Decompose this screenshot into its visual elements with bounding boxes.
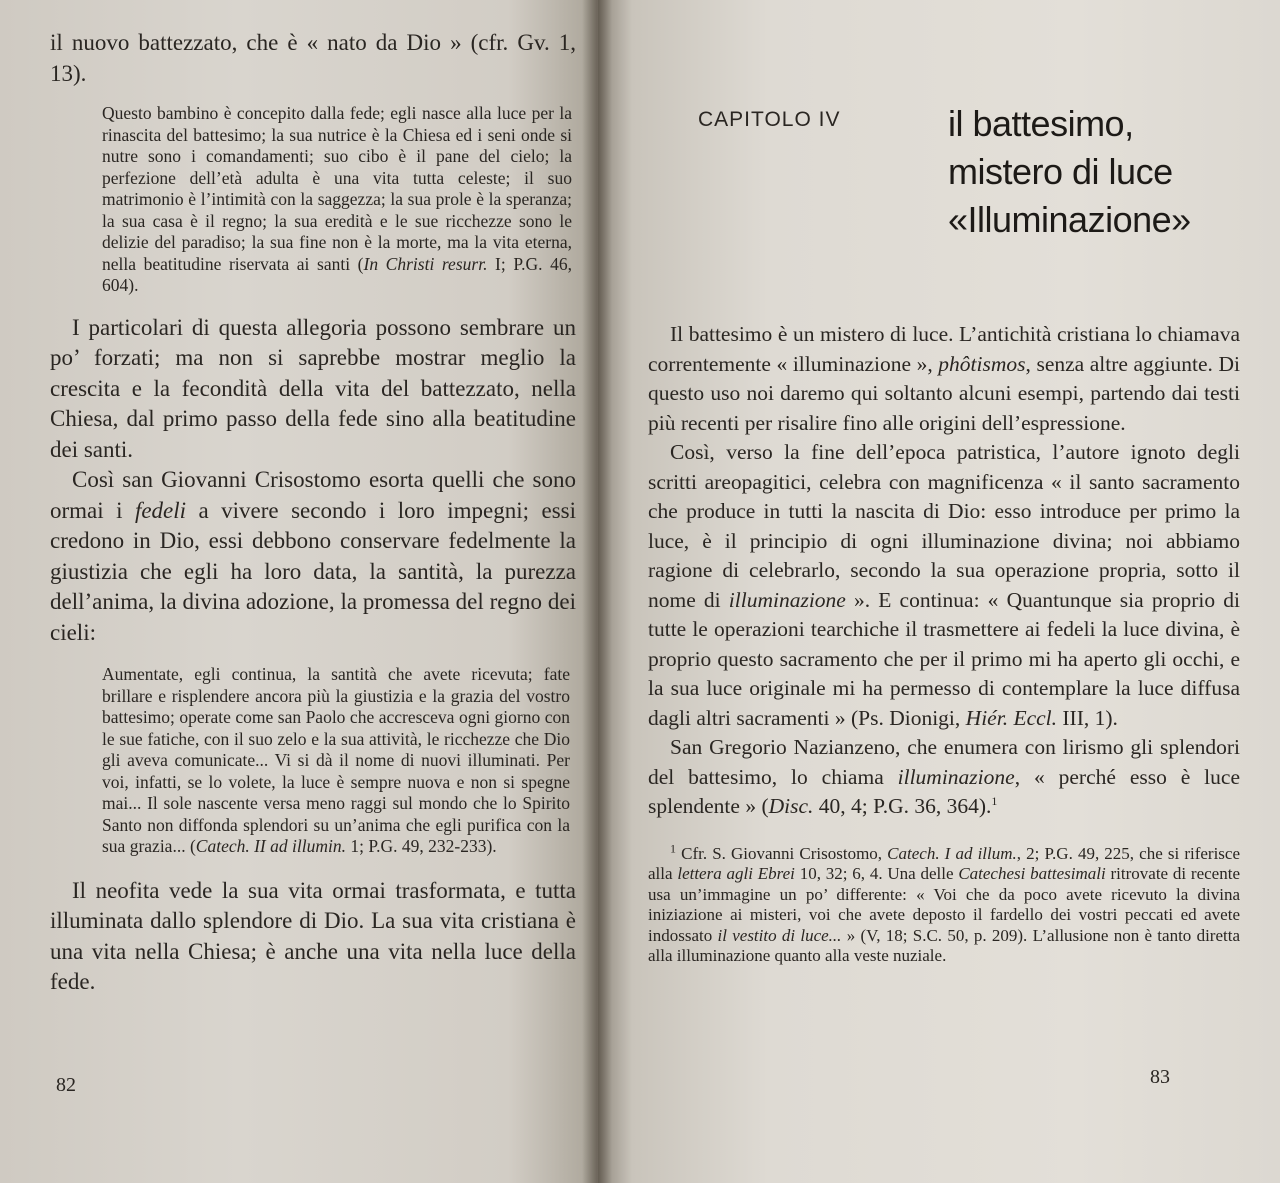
fn-text-a: Cfr. S. Giovanni Crisostomo, [676,843,888,863]
right-paragraph-1 [646,320,1240,438]
left-paragraph-3: Il neofita vede la sua vita ormai trasformata, e tutta illuminata dallo splendore di Dio. La sua vita cristiana è una vita nella Chiesa; è anche una vita nella luce della fede. [50,877,576,994]
chapter-title-line-3: «Illuminazione» [948,199,1191,240]
p1-text-b: , senza altre aggiunte. Di questo uso noi daremo qui soltanto alcuni esempi, partendo dai testi più recenti per risalire fino alle origini dell’espressione. [648,351,1240,435]
left-quote-2 [102,664,570,858]
footnote-reference: 1 [991,793,998,808]
p2-text-a: Così, verso la fine dell’epoca patristica, l’autore ignoto degli scritti areopagitici, celebra con magnificenza « il santo sacramento che produce in tutti la nascita di Dio: esso introduce per primo la luce, è il principio di ogni illuminazione divina; noi abbiamo ragione di celebrarlo, secondo la sua operazione propria, sotto il nome di [648,440,1240,612]
p3-italic: illuminazione [897,764,1015,789]
chapter-heading [646,0,1240,300]
p1-italic: phôtismos [938,351,1026,376]
left-top-line: il nuovo battezzato, che è « nato da Dio » (cfr. Gv. 1, 13). [50,30,576,86]
fn-text-d: ritrovate di recente usa un’immagine un po’ differente: « Voi che da poco avete ricevuto la divina iniziazione ai misteri, voi che avete deposto il fardello dei vostri peccati ed avete indossato [648,864,1240,945]
right-paragraph-2 [646,438,1240,733]
fn-text-c: 10, 32; 6, 4. Una delle [794,864,959,883]
quote-2-text: Aumentate, egli continua, la santità che avete ricevuta; fate brillare e risplendere ancora più la giustizia e la grazia del vostro battesimo; operate come san Paolo che accresceva ogni giorno con le sue fatiche, con il suo zelo e la sua attività, le ricchezze che Dio gli aveva comunicate... Vi si dà il nome di nuovi illuminati. Per voi, infatti, se lo volete, la luce è sempre nuova e non si spegne mai... Il sole nascente versa meno raggi sul mondo che lo Spirito Santo non diffonda splendori su un’anima che egli purifica con la sua grazia... ( [102,664,570,856]
left-quote-1 [102,103,572,297]
right-page [598,0,1280,1183]
page-number-left: 82 [56,1074,76,1096]
para-2-text-a: Così san Giovanni Crisostomo esorta quelli che sono ormai i [50,467,576,523]
p2-italic: illuminazione [728,587,846,612]
left-page [0,0,598,1183]
para-2-italic: fedeli [134,497,187,523]
p1-text-a: Il battesimo è un mistero di luce. L’antichità cristiana lo chiamava correntemente « illuminazione », [648,322,1240,376]
quote-2-citation-rest: 1; P.G. 49, 232-233). [345,836,497,856]
quote-2-citation: Catech. II ad illumin. [195,836,346,856]
book-spine-shadow [582,0,612,1183]
fn-italic-3: Catechesi battesimali [958,864,1106,883]
quote-1-text: Questo bambino è concepito dalla fede; egli nasce alla luce per la rinascita del battesimo; la sua nutrice è la Chiesa ed i seni onde si nutre sono i comandamenti; suo cibo è il pane del cielo; la perfezione dell’età adulta è una vita tutta celeste; il suo matrimonio è l’intimità con la saggezza; la sua prole è la speranza; la sua casa è il regno; la sua eredità e le sue ricchezze sono le delizie del paradiso; la sua fine non è la morte, ma la vita eterna, nella beatitudine riservata ai santi ( [102,103,572,274]
p3-text-a: San Gregorio Nazianzeno, che enumera con lirismo gli splendori del battesimo, lo chiama [648,735,1240,789]
p3-citation: Disc. [768,794,814,818]
p3-citation-rest: 40, 4; P.G. 36, 364). [813,794,992,818]
fn-italic-2: lettera agli Ebrei [677,864,795,883]
quote-1-citation-rest: I; P.G. 46, 604). [102,253,572,295]
chapter-title-line-2: mistero di luce [948,151,1173,192]
right-paragraph-3 [646,733,1240,822]
fn-italic-1: Catech. I ad illum. [887,843,1017,863]
chapter-label: CAPITOLO IV [698,108,841,131]
left-paragraph-1: I particolari di questa allegoria possono sembrare un po’ forzati; ma non si saprebbe mostrar meglio la crescita e la fecondità della vita del battezzato, nella Chiesa, dal primo passo della fede sino alla beatitudine dei santi. [50,314,576,462]
left-paragraph-2 [50,465,576,648]
footnote-number: 1 [670,840,676,855]
quote-1-citation: In Christi resurr. [363,253,488,274]
fn-text-e: » (V, 18; S.C. 50, p. 209). L’allusione non è tanto diretta alla illuminazione quanto alla veste nuziale. [648,925,1240,965]
footnote [646,840,1241,967]
fn-text-b: , 2; P.G. 49, 225, che si riferisce alla [648,843,1241,883]
page-number-right: 83 [1150,1066,1170,1088]
p3-text-b: , « perché esso è luce splendente » ( [648,764,1240,818]
chapter-title-line-1: il battesimo, [948,103,1134,144]
p2-citation: Hiér. Eccl. [965,705,1058,730]
p2-text-b: ». E continua: « Quantunque sia proprio di tutte le operazioni tearchiche il trasmettere ai fedeli la luce divina, è proprio questo sacramento che per il primo mi ha aperto gli occhi, e la sua luce originale mi ha permesso di contemplare la luce diffusa dagli altri sacramenti » (Ps. Dionigi, [648,587,1240,730]
fn-italic-4: il vestito di luce... [717,925,842,945]
para-2-text-b: a vivere secondo i loro impegni; essi credono in Dio, essi debbono conservare fedelmente la giustizia che egli ha loro data, la santità, la purezza dell’anima, la divina adozione, la promessa del regno dei cieli: [50,497,576,645]
chapter-title [948,100,1191,244]
p2-citation-rest: III, 1). [1057,705,1118,730]
